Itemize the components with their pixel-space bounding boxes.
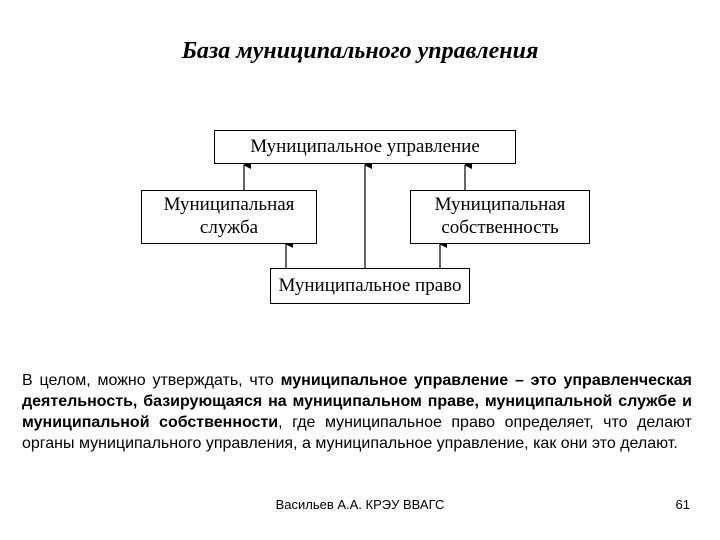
slide-title: База муниципального управления xyxy=(181,38,539,64)
box-municipal-service xyxy=(141,190,317,244)
footer-author: Васильев А.А. КРЭУ ВВАГС xyxy=(275,497,445,512)
box-label-law: Муниципальное право xyxy=(278,274,462,296)
box-label-property: Муниципальная собственность xyxy=(434,194,566,238)
box-municipal-management xyxy=(214,130,516,164)
box-municipal-property xyxy=(410,190,590,244)
box-municipal-law xyxy=(270,268,470,304)
body-text-rest: , где муниципальное право определяет, что делают органы муниципального управления, а муниципальное управление, как они это делают. xyxy=(22,414,692,452)
page-number: 61 xyxy=(675,497,690,512)
box-label-management: Муниципальное управление xyxy=(250,135,480,157)
body-paragraph xyxy=(22,370,692,454)
body-text-bold: муниципальное управление – это управленческая деятельность, базирующаяся на муниципальном праве, муниципальной службе и муниципальной собственности xyxy=(22,372,692,431)
body-text-intro: В целом, можно утверждать, что xyxy=(22,372,281,389)
box-label-service: Муниципальная служба xyxy=(163,194,295,238)
